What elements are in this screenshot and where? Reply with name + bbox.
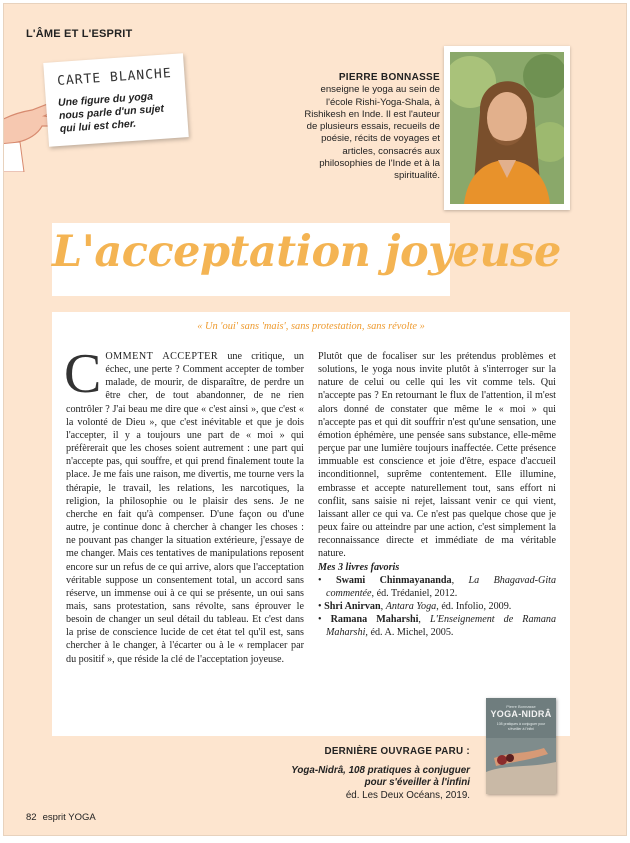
book-cover-title: YOGA-NIDRÂ bbox=[490, 709, 552, 719]
article-body bbox=[52, 312, 570, 736]
pull-quote: « Un 'oui' sans 'mais', sans protestation, sans révolte » bbox=[197, 321, 425, 332]
magazine-name: esprit YOGA bbox=[42, 812, 96, 823]
favorite-author: Shri Anirvan bbox=[324, 600, 381, 612]
article-headline: L'acceptation joyeuse bbox=[52, 227, 561, 277]
favorites-title: Mes 3 livres favoris bbox=[318, 561, 400, 573]
book-cover bbox=[486, 698, 556, 794]
column-right-text: Plutôt que de focaliser sur les prétendus problèmes et solutions, le yoga nous invite plutôt à s'interroger sur la nature de celui ou celle qui les vit comme tels. Qui n'accepte pas ? En retournant le flux de l'attention, il m'est alors donné de constater que même le « moi » qui n'accepte pas et qui dit souffrir n'est qu'une sensation, une émotion éphémère, une pensée sans substance, elle-même perçue par une lumière toujours inaffectée. Cette présence immuable est conscience et joie d'être, espace d'accueil inconditionnel, suprême contentement. Elle illumine, embrasse et accepte naturellement tout, sans effort ni conflit, sans saisie ni rejet, laissant venir ce qui vient, laissant aller ce qui va. Ce n'est pas quelque chose que je peux faire ou atteindre par une action, c'est simplement la reconnaissance directe et immédiate de ma véritable nature. bbox=[318, 351, 556, 560]
article-column-left bbox=[64, 343, 304, 666]
book-cover-image bbox=[486, 738, 556, 794]
latest-book-publisher: éd. Les Deux Océans, 2019. bbox=[345, 789, 470, 801]
magazine-page bbox=[4, 4, 626, 835]
page-number: 82 bbox=[26, 812, 37, 823]
carte-blanche-card bbox=[43, 53, 189, 147]
drop-cap: C bbox=[64, 343, 102, 405]
favorite-book-1: • Swami Chinmayananda, La Bhagavad-Gita commentée, éd. Trédaniel, 2012. bbox=[318, 574, 557, 599]
headline-box bbox=[52, 223, 561, 296]
book-cover-author: Pierre Bonnasse bbox=[506, 704, 536, 709]
favorite-details: , éd. A. Michel, 2005. bbox=[365, 627, 454, 639]
portrait-image bbox=[450, 52, 564, 204]
card-title: CARTE BLANCHE bbox=[56, 66, 173, 90]
page-footer bbox=[26, 812, 102, 823]
favorite-book-2: • Shri Anirvan, Antara Yoga, éd. Infolio, 2009. bbox=[318, 600, 512, 612]
book-cover-subtitle: 108 pratiques à conjuguer pour s'éveiller à l'infini bbox=[496, 722, 546, 731]
favorite-author: Swami Chinmayananda bbox=[335, 574, 452, 586]
favorite-title: Antara Yoga bbox=[385, 600, 437, 612]
column-left-text: une critique, un échec, une perte ? Comment accepter de tomber malade, de mourir, de disparaître, de perdre un être cher, de tout abandonner, de ne rien contrôler ? J'ai beau me dire que « c'est ainsi », que c'est « la volonté de Dieu », que c'est inévitable et que je dois l'accepter, il y a toujours une part de « moi » qui préfèrerait que les choses soient autrement : une part qui n'accepte pas, qui souffre, et qui prend finalement toute la place. Je me fais une raison, me divertis, me tourne vers la thérapie, le travail, les relations, les narcotiques, la religion, la philosophie ou le plaisir des sens. Je ne cherche en fait qu'à compenser. D'une façon ou d'une autre, je continue donc à chercher à changer les choses : ne pouvant pas changer la situation extérieure, j'essaye de me changer. Mais ces tentatives de manipulations reposent encore sur un refus de ce qui arrive, alors que l'acceptation véritable suppose un consentement total, un accord sans réserve, un immense oui à ce qui se présente, un oui sans mais, sans protestation, sans révolte, sans éprouver le besoin de changer un seul détail du tableau. Et c'est dans la prise de conscience lucide de cet état tel qu'il est, sans chercher à le changer, à l'écarter ou à le « remplacer par du positif », que réside la clé de l'acceptation joyeuse. bbox=[66, 351, 304, 665]
favorite-book-3: • Ramana Maharshi, L'Enseignement de Ramana Maharshi, éd. A. Michel, 2005. bbox=[318, 614, 557, 639]
favorite-author: Ramana Maharshi bbox=[330, 614, 419, 626]
favorite-title: L'Enseignement de Ramana Maharshi bbox=[326, 614, 557, 639]
latest-book-title: Yoga-Nidrâ, 108 pratiques à conjuguer pour s'éveiller à l'infini bbox=[291, 764, 470, 789]
latest-book-info bbox=[270, 746, 470, 802]
author-bio bbox=[300, 72, 440, 183]
favorite-details: , éd. Trédaniel, 2012. bbox=[371, 587, 458, 599]
author-name: PIERRE BONNASSE bbox=[338, 72, 440, 83]
lead-in: OMMENT ACCEPTER bbox=[105, 351, 219, 362]
favorite-details: , éd. Infolio, 2009. bbox=[436, 600, 512, 612]
author-bio-text: enseigne le yoga au sein de l'école Rishi-Yoga-Shala, à Rishikesh en Inde. Il est l'auteur de plusieurs essais, recueils de poésie, récits de voyages et articles, consacrés aux philosophies de l'Inde et à la spiritualité. bbox=[304, 84, 440, 182]
author-photo bbox=[444, 46, 570, 210]
favorite-title: La Bhagavad-Gita commentée bbox=[326, 574, 557, 599]
latest-book-label: DERNIÈRE OUVRAGE PARU : bbox=[324, 746, 470, 757]
section-header: L'ÂME ET L'ESPRIT bbox=[26, 28, 133, 40]
article-column-right bbox=[318, 350, 556, 639]
card-subtitle: Une figure du yoga nous parle d'un sujet qui lui est cher. bbox=[57, 90, 165, 135]
